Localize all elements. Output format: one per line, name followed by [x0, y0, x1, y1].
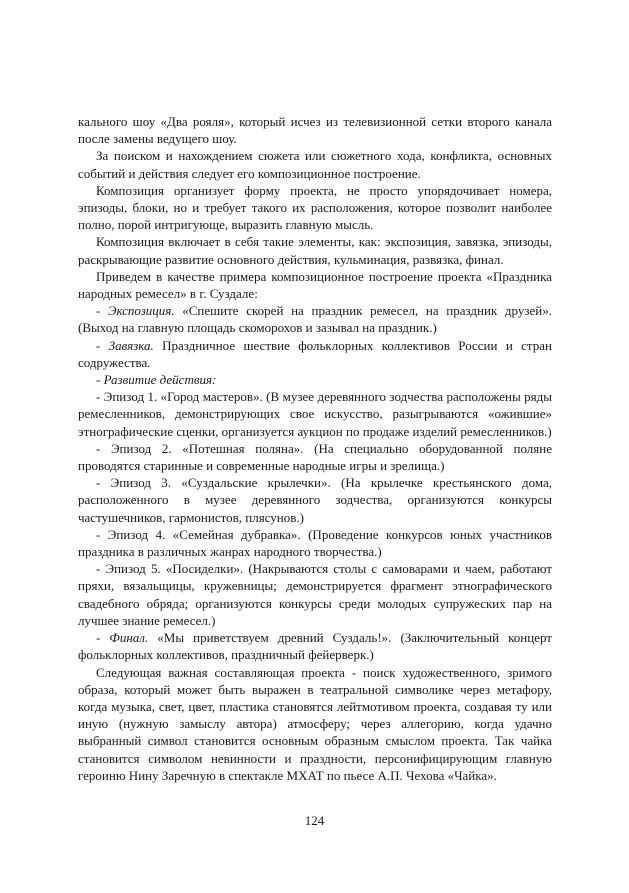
list-item-episode-3: - Эпизод 3. «Суздальские крылечки». (На крылечке крестьянского дома, расположенного в музее деревянного зодчества, организуются конкурсы частушечников, гармонистов, плясунов.) [78, 475, 552, 525]
document-body [78, 113, 552, 784]
list-item-development: - Развитие действия: [96, 372, 217, 388]
paragraph-example-intro: Приведем в качестве примера композиционное построение проекта «Праздника народных ремесел» в г. Суздале: [78, 268, 552, 302]
list-item-episode-4: - Эпизод 4. «Семейная дубравка». (Проведение конкурсов юных участников праздника в различных жанрах народного творчества.) [78, 526, 552, 560]
text-plot: Праздничное шествие фольклорных коллективов России и стран содружества. [78, 337, 552, 370]
paragraph-composition-elements: Композиция включает в себя такие элементы, как: экспозиция, завязка, эпизоды, раскрывающие развитие основного действия, кульминация, развязка, финал. [78, 234, 552, 267]
list-item-episode-1: - Эпизод 1. «Город мастеров». (В музее деревянного зодчества расположены ряды ремесленников, демонстрирующих свое искусство, разыгрываются «ожившие» этнографические сценки, организуется аукцион по продаже изделий ремесленников.) [78, 389, 552, 439]
label-plot: Завязка. [108, 337, 154, 353]
text-exposition: «Спешите скорей на праздник ремесел, на праздник друзей». (Выход на главную площадь скоморохов и зазывал на праздник.) [78, 303, 552, 336]
label-development: Развитие действия: [103, 372, 217, 388]
list-item-finale: - Финал. «Мы приветствуем древний Суздаль!». (Заключительный концерт фольклорных коллективов, праздничный фейерверк.) [78, 630, 552, 663]
paragraph-plot-search: За поиском и нахождением сюжета или сюжетного хода, конфликта, основных событий и действия следует его композиционное построение. [78, 148, 552, 181]
label-exposition: Экспозиция. [108, 303, 175, 319]
list-item-episode-2: - Эпизод 2. «Потешная поляна». (На специально оборудованной поляне проводятся старинные и современные народные игры и зрелища.) [78, 440, 552, 474]
text-finale: «Мы приветствуем древний Суздаль!». (Заключительный концерт фольклорных коллективов, праздничный фейерверк.) [78, 630, 552, 663]
paragraph-composition-form: Композиция организует форму проекта, не просто упорядочивает номера, эпизоды, блоки, но и требует такого их расположения, которое позволит наиболее полно, порой интригующе, выразить главную мысль. [78, 182, 552, 233]
label-finale: Финал. [109, 630, 149, 646]
paragraph-artistic-image: Следующая важная составляющая проекта - поиск художественного, зримого образа, который может быть выражен в театральной символике через метафору, когда музыка, свет, цвет, пластика становятся лейтмотивом проекта, создавая ту или иную (нужную замыслу автора) атмосферу; через аллегорию, когда удачно выбранный символ становится основным образным смыслом проекта. Так чайка становится символом невинности и праздности, персонифицирующим главную героиню Нину Заречную в спектакле МХАТ по пьесе А.П. Чехова «Чайка». [78, 664, 552, 783]
list-item-episode-5: - Эпизод 5. «Посиделки». (Накрываются столы с самоварами и чаем, работают пряхи, вязальщицы, кружевницы; демонстрируется фрагмент этнографического свадебного обряда; организуются конкурсы среди молодых супружеских пар на лучшее знание ремесел.) [78, 561, 552, 628]
list-item-plot: - Завязка. Праздничное шествие фольклорных коллективов России и стран содружества. [78, 337, 552, 370]
list-item-exposition: - Экспозиция. «Спешите скорей на праздник ремесел, на праздник друзей». (Выход на главную площадь скоморохов и зазывал на праздник.) [78, 303, 552, 336]
page-number: 124 [304, 813, 325, 828]
paragraph-continuation: кального шоу «Два рояля», который исчез из телевизионной сетки второго канала после замены ведущего шоу. [78, 114, 552, 147]
